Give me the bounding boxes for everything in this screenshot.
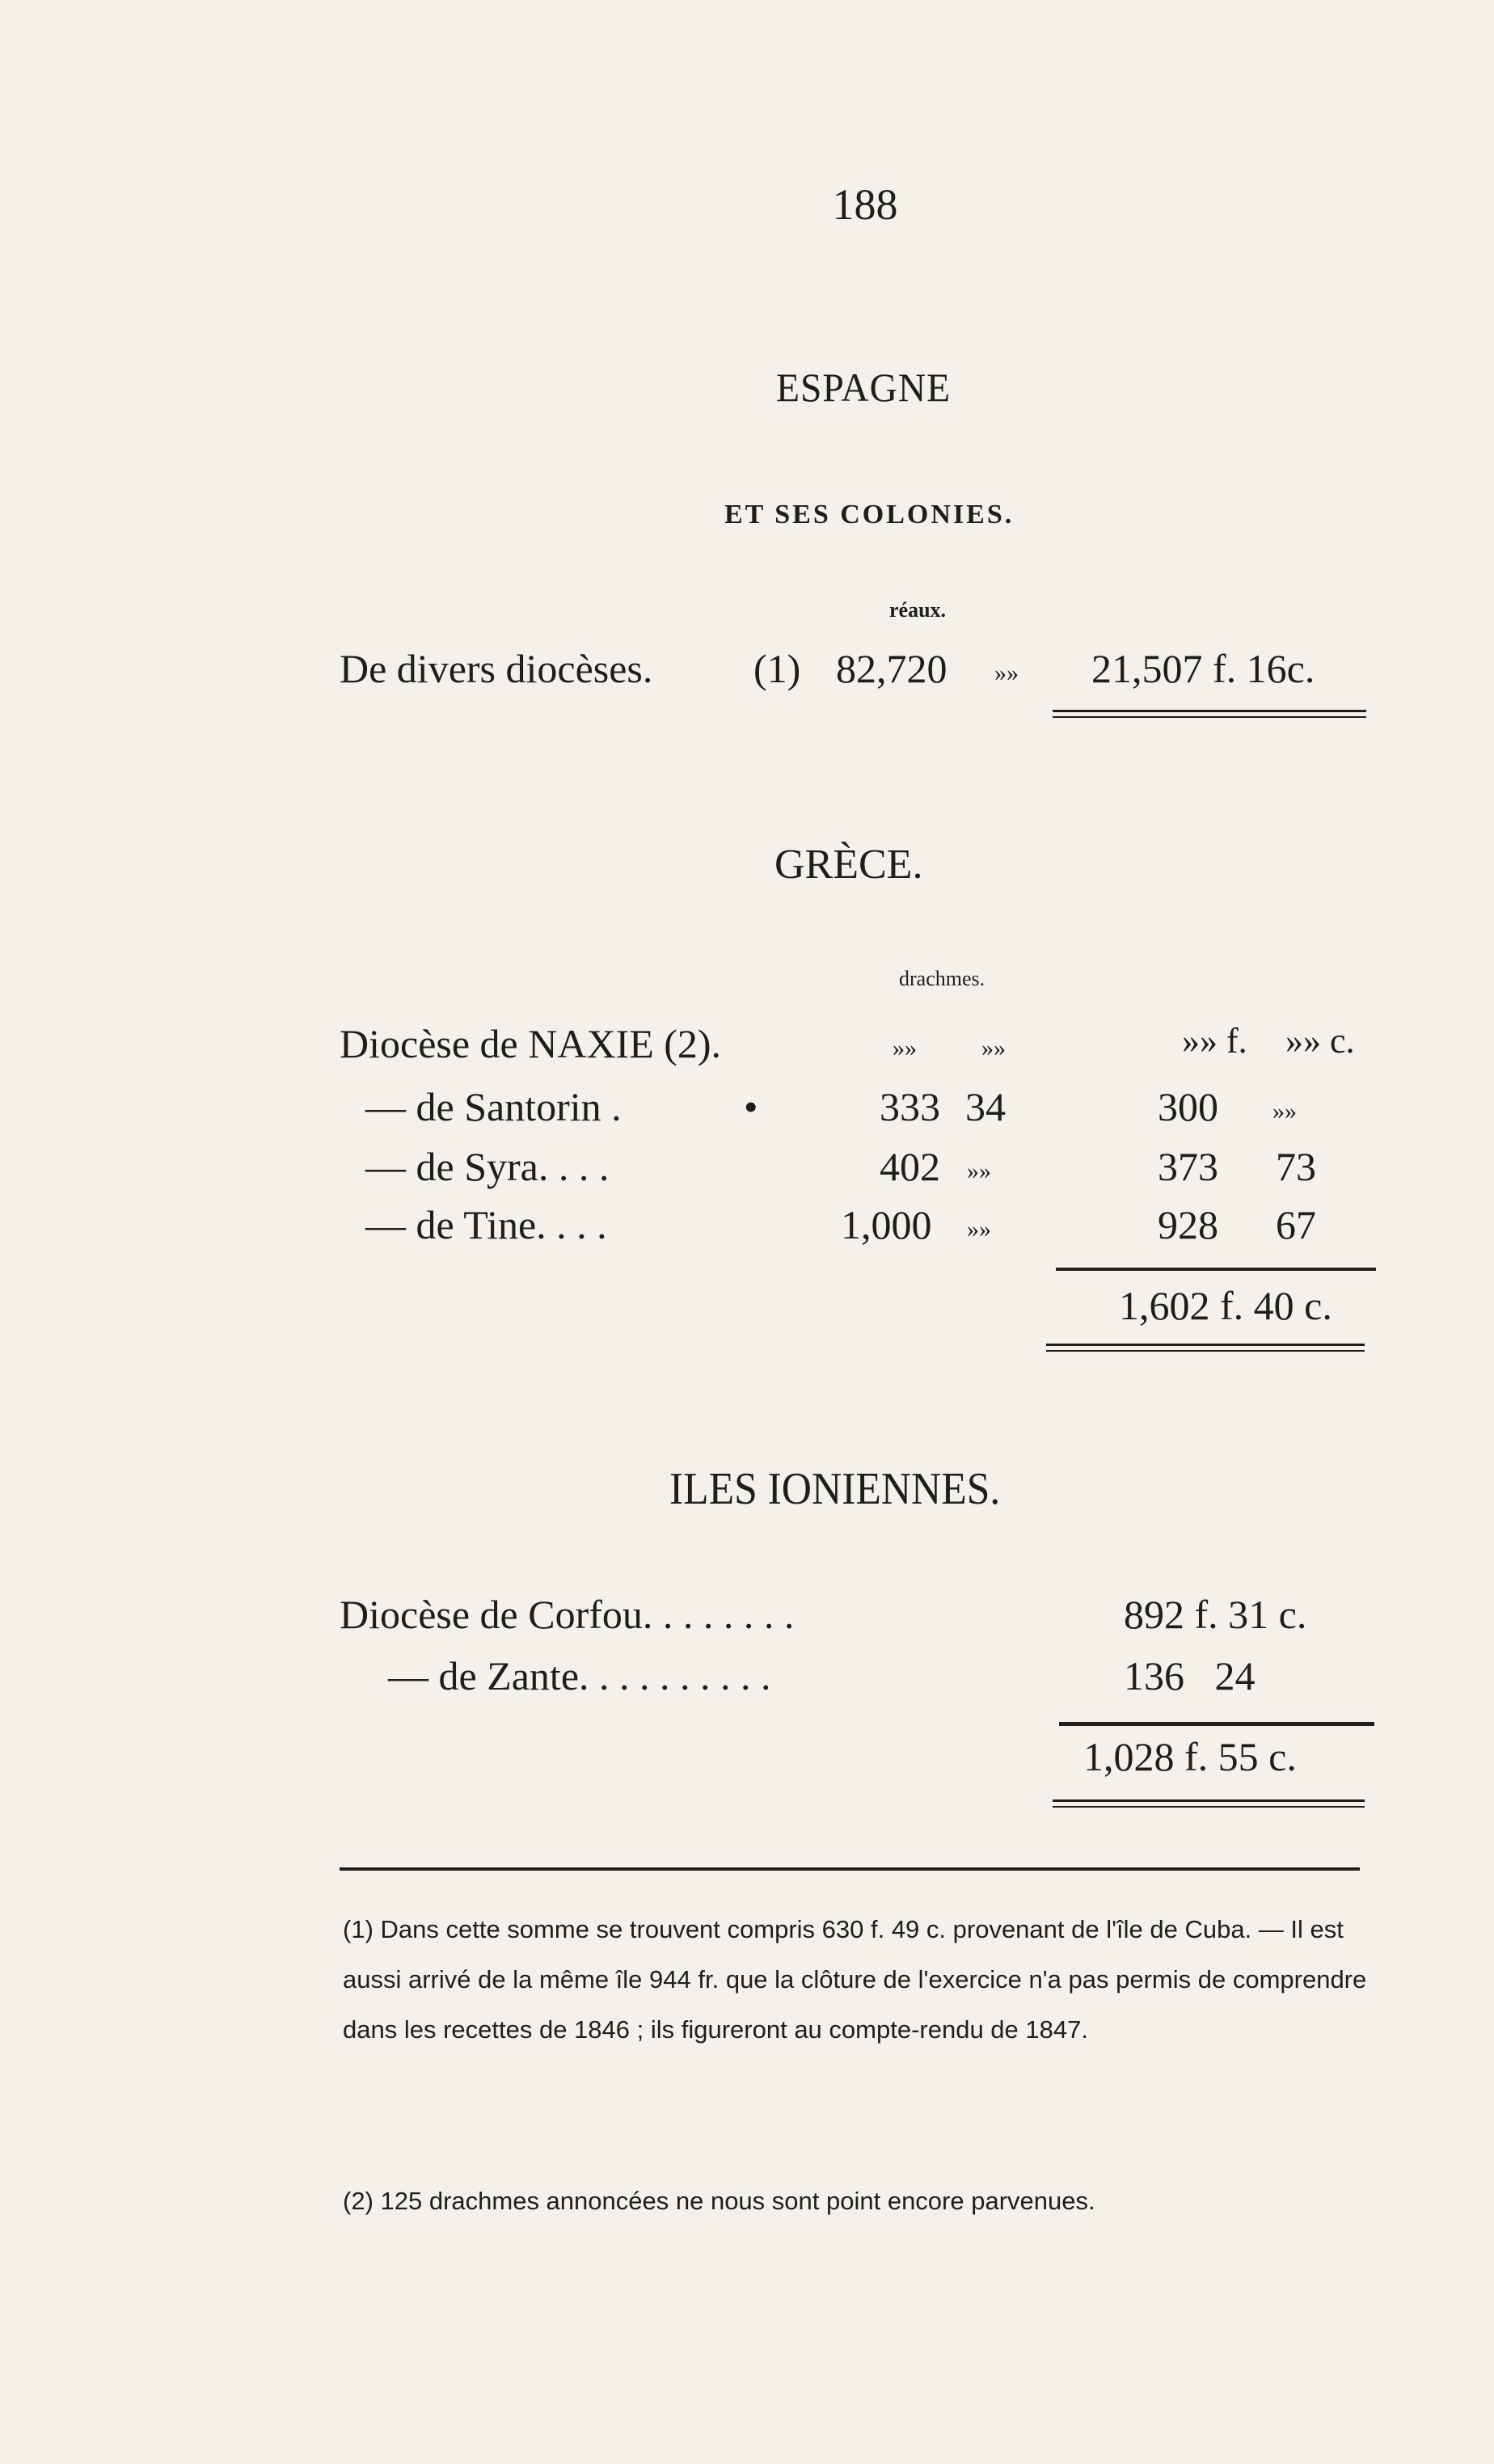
greece-row-santorin-label: — de Santorin .	[365, 1084, 622, 1129]
greece-row-naxie-f1: »» f.	[1182, 1021, 1247, 1061]
spain-row-amount-cents: »»	[994, 660, 1019, 686]
page-number: 188	[832, 180, 898, 229]
greece-row-syra-f2: 73	[1276, 1144, 1316, 1189]
greece-row-tine-f1: 928	[1158, 1202, 1218, 1247]
section-title-spain: ESPAGNE	[776, 365, 952, 410]
greece-sum-rule	[1056, 1268, 1376, 1271]
section-title-ionian: ILES IONIENNES.	[669, 1464, 1001, 1514]
greece-row-syra-dr1: 402	[880, 1144, 940, 1189]
spain-row-francs: 21,507 f. 16c.	[1091, 646, 1315, 691]
greece-double-rule-bottom	[1046, 1350, 1365, 1352]
greece-row-tine-dr2: »»	[967, 1216, 991, 1243]
greece-row-syra-dr2: »»	[967, 1158, 991, 1184]
greece-row-santorin-dot: •	[744, 1084, 758, 1129]
greece-row-naxie-f2: »» c.	[1285, 1021, 1355, 1061]
greece-row-naxie-label: Diocèse de NAXIE (2).	[340, 1021, 722, 1066]
greece-total: 1,602 f. 40 c.	[1119, 1283, 1332, 1328]
section-title-greece: GRÈCE.	[774, 842, 923, 888]
ionian-row-corfou-label: Diocèse de Corfou. . . . . . . .	[340, 1592, 795, 1637]
spain-double-rule-top	[1053, 710, 1366, 712]
ionian-row-zante-label: — de Zante. . . . . . . . . .	[388, 1653, 771, 1698]
greece-row-syra-f1: 373	[1158, 1144, 1218, 1189]
greece-row-syra-label: — de Syra. . . .	[365, 1144, 610, 1189]
greece-row-santorin-dr1: 333	[880, 1084, 940, 1129]
footnote-separator	[340, 1867, 1360, 1871]
ionian-row-zante-value: 136 24	[1124, 1653, 1256, 1698]
ionian-total: 1,028 f. 55 c.	[1083, 1734, 1297, 1779]
spain-row-label: De divers diocèses.	[340, 646, 653, 691]
greece-row-tine-dr1: 1,000	[841, 1202, 932, 1247]
spain-row-amount: 82,720	[836, 646, 947, 691]
footnote-ref-1: (1)	[753, 646, 801, 691]
greece-row-tine-f2: 67	[1276, 1202, 1316, 1247]
unit-drachmes: drachmes.	[899, 967, 985, 990]
footnote-1: (1) Dans cette somme se trouvent compris 630 f. 49 c. provenant de l'île de Cuba. — Il est aussi arrivé de la même île 944 fr. que la clôture de l'exercice n'a pas permis de comprendre dans les recettes de 1846 ; ils figureront au compte-rendu de 1847.	[343, 1915, 1367, 2044]
section-subtitle-spain: ET SES COLONIES.	[724, 500, 1015, 530]
greece-row-tine-label: — de Tine. . . .	[365, 1202, 607, 1247]
ionian-sum-rule	[1059, 1722, 1374, 1726]
greece-row-santorin-dr2: 34	[965, 1084, 1006, 1129]
ionian-double-rule-bottom	[1053, 1806, 1365, 1808]
greece-row-santorin-f1: 300	[1158, 1084, 1218, 1129]
greece-row-santorin-f2: »»	[1272, 1098, 1297, 1124]
greece-row-naxie-dr2: »»	[981, 1035, 1006, 1061]
spain-double-rule-bottom	[1053, 716, 1366, 718]
greece-row-naxie-dr1: »»	[893, 1035, 917, 1061]
greece-double-rule-top	[1046, 1344, 1365, 1346]
unit-reaux: réaux.	[889, 598, 947, 622]
ionian-row-corfou-value: 892 f. 31 c.	[1124, 1592, 1307, 1637]
footnote-2: (2) 125 drachmes annoncées ne nous sont point encore parvenues.	[343, 2187, 1095, 2215]
ionian-double-rule-top	[1053, 1799, 1365, 1802]
